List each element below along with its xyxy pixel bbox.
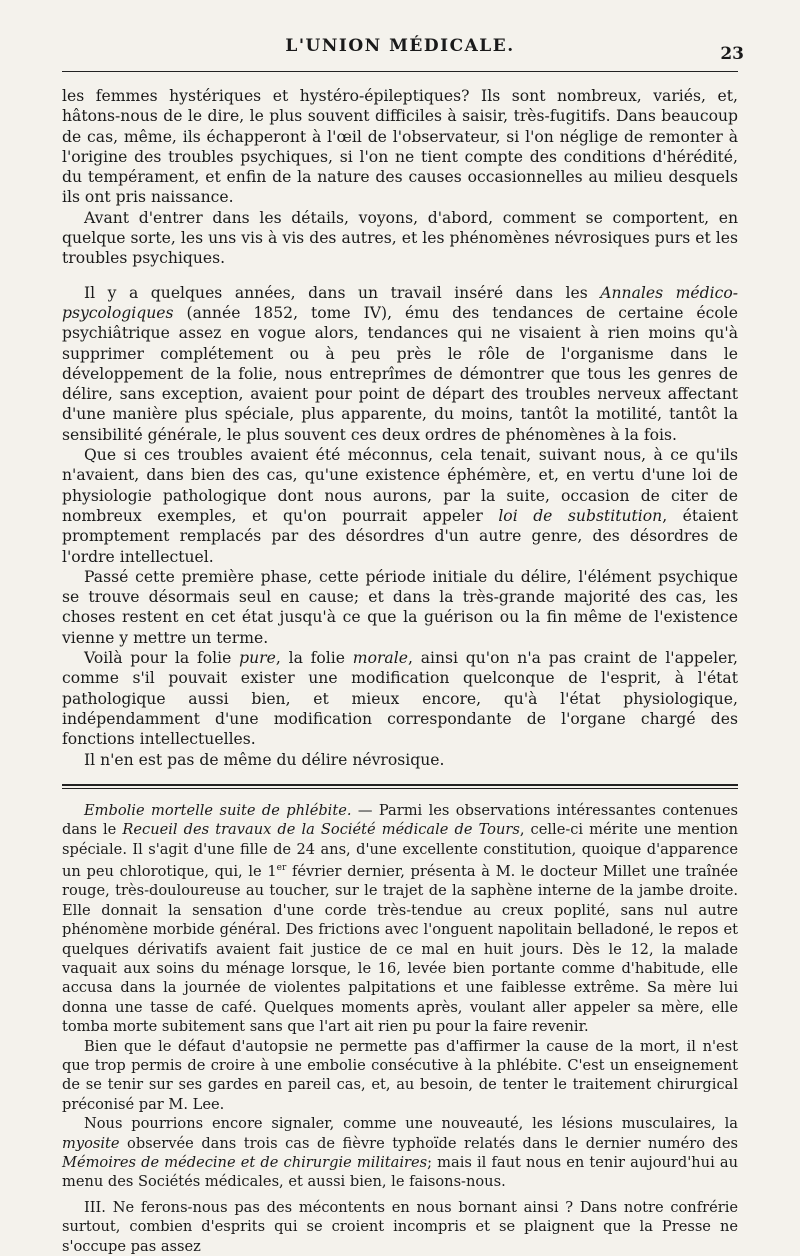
page-number: 23 (720, 44, 744, 64)
paragraph-7: Il n'en est pas de même du délire névrosique. (84, 750, 445, 769)
body-text (62, 86, 738, 1256)
paragraph-4-text-a: Que si ces troubles avaient été méconnus, cela tenait, suivant nous, à ce qu'ils n'avaient, dans bien des cas, qu'une existence éphémère, et, en vertu d'une loi de physiologie pathologique dont nous aurons, par la suite, occasion de citer de nombreux exemples, et qu'on pourrait appeler (62, 446, 738, 525)
paragraph-3-text-a: Il y a quelques années, dans un travail inséré dans les (84, 283, 601, 302)
paragraph-4-text-c: , étaient promptement remplacés par des désordres d'un autre genre, des désordres de l'ordre intellectuel. (62, 506, 738, 566)
paragraph-6 (62, 648, 738, 749)
note-1-heading: Embolie mortelle suite de phlébite. (84, 801, 352, 819)
section-divider (62, 784, 738, 789)
paragraph-2: Avant d'entrer dans les détails, voyons, d'abord, comment se comportent, en quelque sorte, les uns vis à vis des autres, et les phénomènes névrosiques purs et les troubles psychiques. (62, 208, 738, 268)
note-1-superscript: er (276, 863, 287, 874)
term-morale: morale (352, 649, 408, 668)
journal-title: Annales médico-psycologiques (62, 283, 738, 322)
header-rule (62, 71, 738, 72)
section-iii: III. Ne ferons-nous pas des mécontents en nous bornant ainsi ? Dans notre confrérie surtout, combien d'esprits qui se croient incompris et se plaignent que la Presse ne s'occupe pas assez (62, 1198, 738, 1255)
note-3 (62, 1114, 738, 1192)
note-1-source: Recueil des travaux de la Société médicale de Tours (122, 821, 520, 839)
note-3-text-e: ; mais il faut nous en tenir aujourd'hui au menu des Sociétés médicales, et aussi bien, le faisons-nous. (62, 1153, 738, 1191)
note-1 (62, 801, 738, 1037)
paragraph-6-text-e: , ainsi qu'on n'a pas craint de l'appeler, comme s'il pouvait exister une modification quelconque de l'esprit, à l'état pathologique aussi bien, et mieux encore, qu'à l'état physiologique, indépendamment d'une modification correspondante de l'organe chargé des fonctions intellectuelles. (62, 649, 738, 749)
note-1-text-e: février dernier, présenta à M. le docteur Millet une traînée rouge, très-douloureuse au toucher, sur le trajet de la saphène interne de la jambe droite. Elle donnait la sensation d'une corde très-tendue au creux poplité, sans nul autre phénomène morbide général. Des frictions avec l'onguent napolitain belladoné, le repos et quelques dérivatifs avaient fait justice de ce mal en huit jours. Dès le 12, la malade vaquait aux soins du ménage lorsque, le 16, levée bien portante comme d'habitude, elle accusa dans la journée de violentes palpitations et une faiblesse extrême. Sa mère lui donna une tasse de café. Quelques moments après, voulant aller appeler sa mère, elle tomba morte subitement sans que l'art ait rien pu pour la faire revenir. (62, 862, 738, 1036)
note-3-text-c: observée dans trois cas de fièvre typhoïde relatés dans le dernier numéro des (119, 1134, 738, 1152)
paragraph-6-text-c: , la folie (275, 649, 353, 668)
paragraph-1: les femmes hystériques et hystéro-épileptiques? Ils sont nombreux, variés, et, hâtons-nous de le dire, le plus souvent difficiles à saisir, très-fugitifs. Dans beaucoup de cas, même, ils échapperont à l'œil de l'observateur, si l'on néglige de remonter à l'origine des troubles psychiques, si l'on ne tient compte des conditions d'hérédité, du tempérament, et enfin de la nature des causes occasionnelles au milieu desquels ils ont pris naissance. (62, 87, 738, 207)
note-1-text-b: — Parmi les observations intéressantes contenues dans le (62, 801, 739, 839)
term-myosite: myosite (62, 1134, 120, 1152)
page-header (62, 0, 744, 70)
term-pure: pure (239, 649, 276, 668)
running-title: L'UNION MÉDICALE. (285, 36, 515, 56)
note-2: Bien que le défaut d'autopsie ne permette pas d'affirmer la cause de la mort, il n'est que trop permis de croire à une embolie consécutive à la phlébite. C'est un enseignement de se tenir sur ses gardes en pareil cas, et, au besoin, de tenter le traitement chirurgical préconisé par M. Lee. (62, 1037, 738, 1113)
paragraph-3 (62, 283, 738, 445)
paragraph-5: Passé cette première phase, cette période initiale du délire, l'élément psychique se trouve désormais seul en cause; et dans la très-grande majorité des cas, les choses restent en cet état jusqu'à ce que la guérison ou la fin même de l'existence vienne y mettre un terme. (62, 567, 738, 647)
memoires-title: Mémoires de médecine et de chirurgie militaires (62, 1153, 428, 1171)
paragraph-6-text-a: Voilà pour la folie (84, 649, 240, 668)
note-1-text-d: , celle-ci mérite une mention spéciale. Il s'agit d'une fille de 24 ans, d'une excellente constitution, quoique d'apparence un peu chlorotique, qui, le 1 (62, 821, 738, 880)
paragraph-3-text-c: (année 1852, tome IV), ému des tendances de certaine école psychiâtrique assez en vogue alors, tendances qui ne visaient à rien moins qu'à supprimer complétement ou à peu près le rôle de l'organisme dans le développement de la folie, nous entreprîmes de démontrer que tous les genres de délire, sans exception, avaient pour point de départ des troubles nerveux affectant d'une manière plus spéciale, plus apparente, du moins, tantôt la motilité, tantôt la sensibilité générale, le plus souvent ces deux ordres de phénomènes à la fois. (62, 303, 738, 444)
note-3-text-a: Nous pourrions encore signaler, comme une nouveauté, les lésions musculaires, la (84, 1115, 738, 1133)
paragraph-4 (62, 445, 738, 567)
law-term: loi de substitution (498, 506, 663, 525)
